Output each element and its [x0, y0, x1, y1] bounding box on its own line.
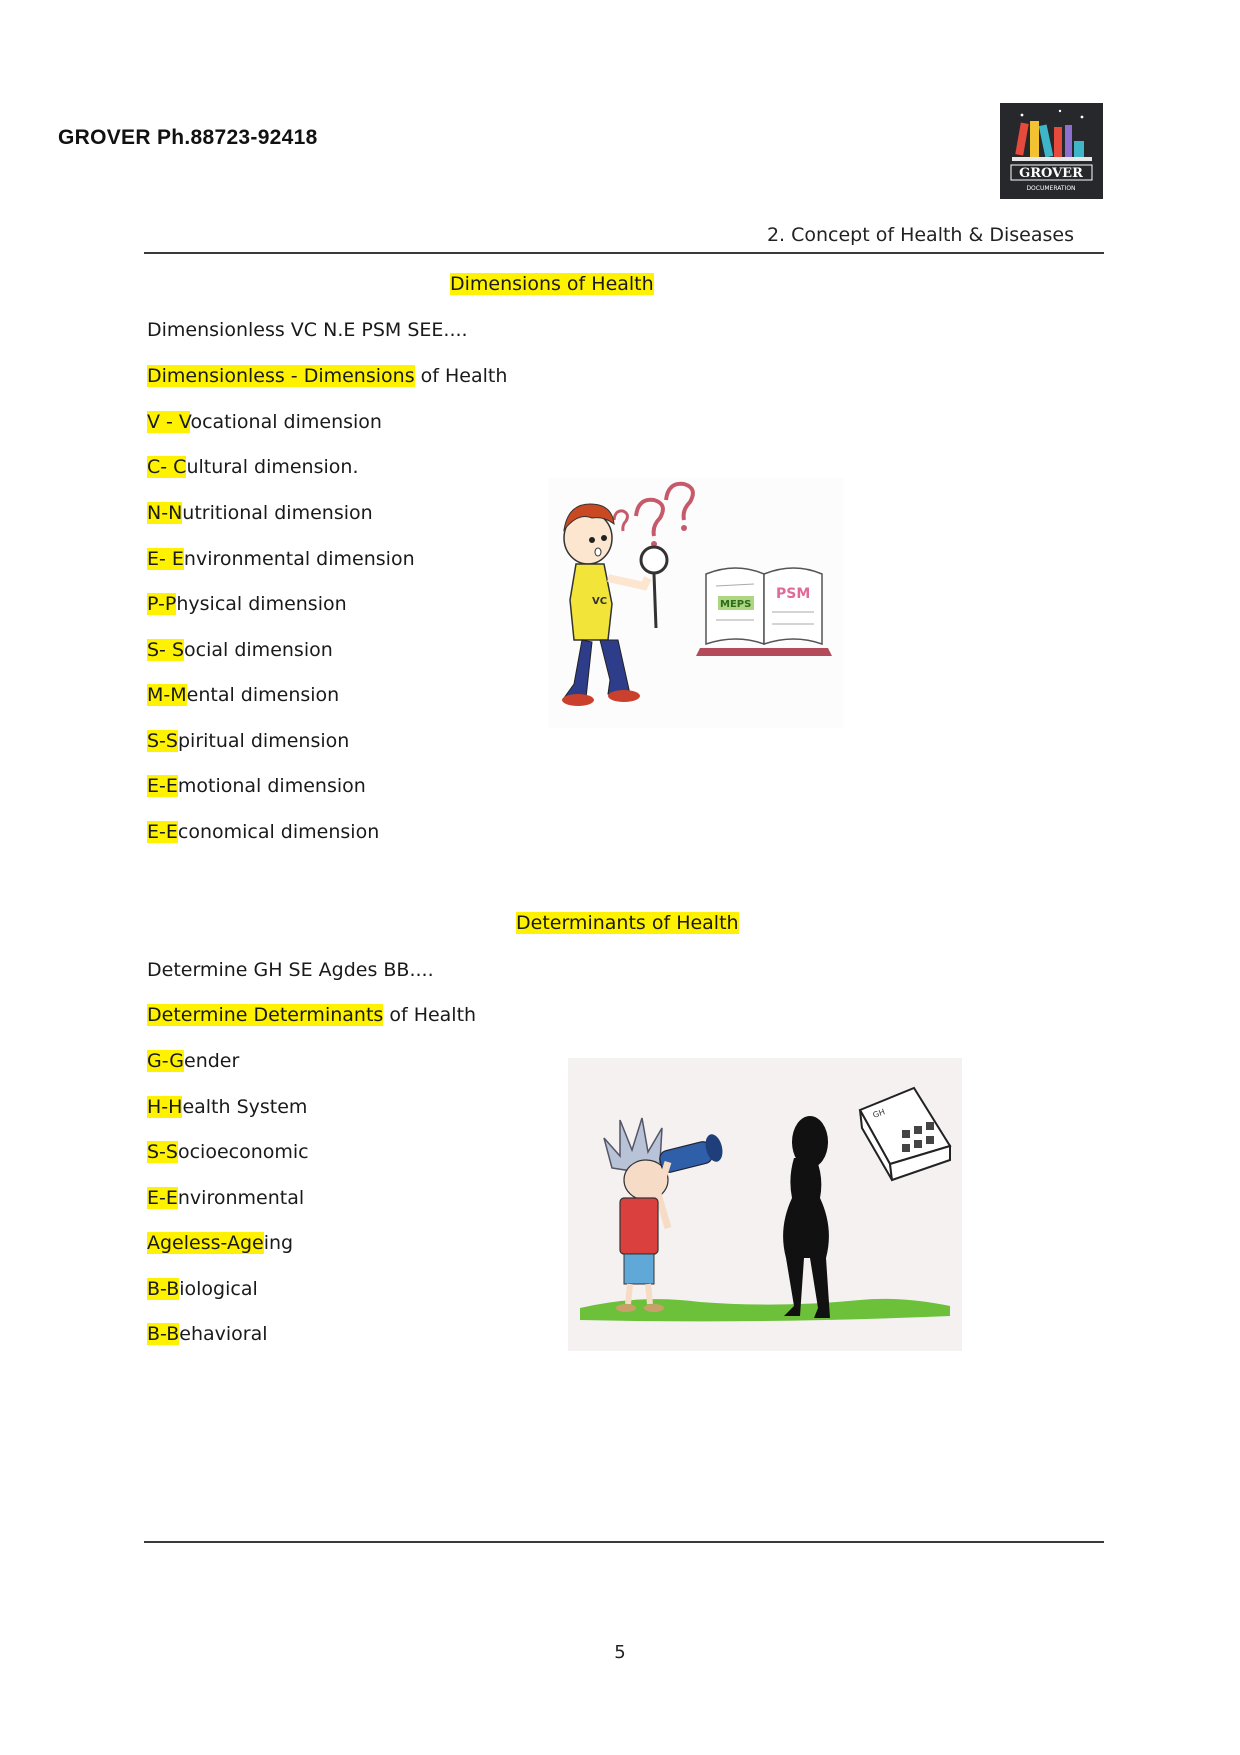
determinants-title: Determinants of Health: [516, 912, 739, 934]
dimensions-illustration: [548, 478, 843, 728]
dimension-item: P-Physical dimension: [147, 593, 347, 615]
dimension-item: S-Spiritual dimension: [147, 730, 350, 752]
determinant-item: E-Environmental: [147, 1187, 305, 1209]
determinant-item: B-Biological: [147, 1278, 258, 1300]
determinant-item: B-Behavioral: [147, 1323, 268, 1345]
books-logo-icon: [1000, 103, 1103, 199]
dimension-item: E-Economical dimension: [147, 821, 380, 843]
header-brand: GROVER Ph.88723-92418: [58, 126, 318, 149]
confused-boy-icon: [548, 478, 843, 728]
dimensions-mnemonic: Dimensionless VC N.E PSM SEE....: [147, 319, 468, 341]
determinant-item: Ageless-Ageing: [147, 1232, 294, 1254]
determinants-intro: Determine Determinants of Health: [147, 1004, 477, 1026]
determinant-item: S-Socioeconomic: [147, 1141, 309, 1163]
determinants-mnemonic: Determine GH SE Agdes BB....: [147, 959, 434, 981]
determinant-item: G-Gender: [147, 1050, 240, 1072]
building-text: GH: [871, 1107, 887, 1120]
footer-rule: [144, 1541, 1104, 1543]
determinant-item: H-Health System: [147, 1096, 308, 1118]
determinants-illustration: [568, 1058, 962, 1351]
dimension-item: E- Environmental dimension: [147, 548, 415, 570]
shirt-text: VC: [592, 596, 608, 607]
dimension-item: V - Vocational dimension: [147, 411, 382, 433]
dimension-item: M-Mental dimension: [147, 684, 340, 706]
dimension-item: C- Cultural dimension.: [147, 456, 359, 478]
header-rule: [144, 252, 1104, 254]
dimensions-intro: Dimensionless - Dimensions of Health: [147, 365, 508, 387]
dimension-item: E-Emotional dimension: [147, 775, 366, 797]
logo-name: GROVER: [1019, 166, 1083, 181]
page-number: 5: [614, 1642, 626, 1663]
chapter-title: 2. Concept of Health & Diseases: [766, 224, 1074, 246]
binoculars-scene-icon: [568, 1058, 962, 1351]
book-left-text: MEPS: [720, 599, 752, 610]
grover-logo: [1000, 103, 1103, 199]
dimensions-title: Dimensions of Health: [450, 273, 654, 295]
dimension-item: N-Nutritional dimension: [147, 502, 373, 524]
book-right-text: PSM: [776, 586, 811, 602]
dimension-item: S- Social dimension: [147, 639, 333, 661]
logo-tagline: DOCUMERATION: [1026, 185, 1076, 192]
